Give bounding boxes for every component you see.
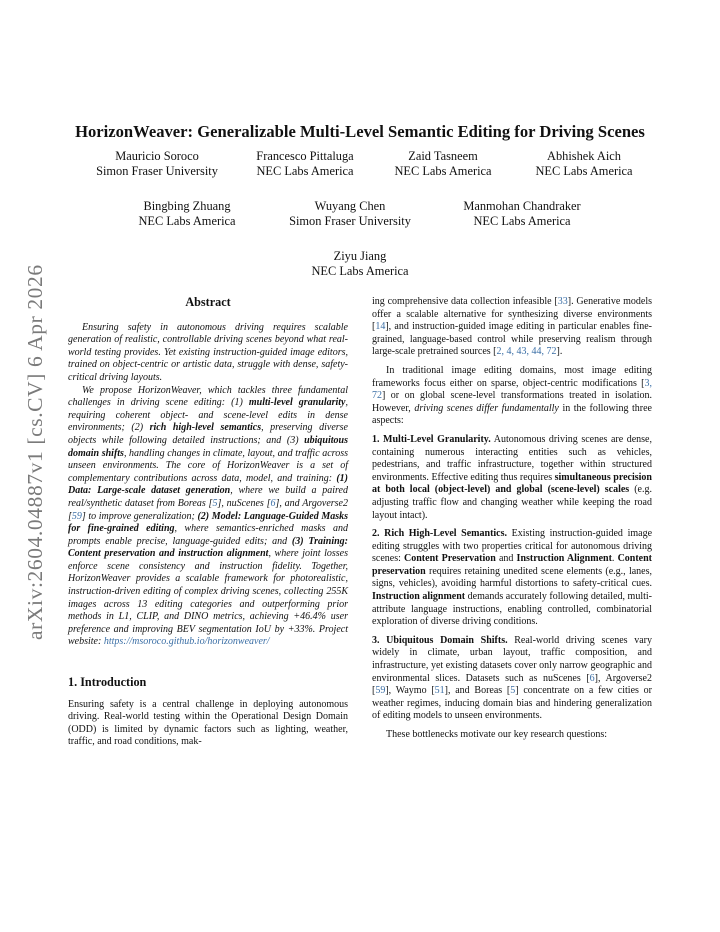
citation-link[interactable]: 51	[434, 685, 445, 697]
body-paragraph	[372, 296, 652, 359]
author-affiliation: Simon Fraser University	[96, 164, 218, 178]
citation-link[interactable]: 14	[375, 321, 386, 333]
author-name: Zaid Tasneem	[408, 149, 478, 163]
author-block	[127, 199, 247, 229]
citation-link[interactable]: 6	[270, 497, 276, 509]
author-block	[450, 199, 594, 229]
emphasis: rich high-level semantics	[149, 422, 262, 434]
text-run: (e.g. adjusting traffic flow and changing weather while keeping the road layout intact).	[372, 484, 652, 521]
text-run: ] to improve generalization;	[81, 510, 198, 522]
text-run: ], and instruction-guided image editing in particular enables fine-grained, language-based control while preserving realism through large-scale pretrained sources [	[372, 321, 652, 358]
abstract-heading: Abstract	[185, 295, 231, 309]
text-run: and	[495, 553, 517, 565]
text-run: ], and Boreas [	[444, 685, 511, 697]
text-run: , preserving diverse objects while following detailed instructions; and (3)	[68, 422, 348, 446]
citation-link[interactable]: 6	[589, 672, 595, 684]
text-run: , where semantics-enriched masks and prompts enable precise, language-guided edits; and	[68, 523, 349, 547]
text-run: , where joint losses enforce scene consistency and instruction fidelity. Together, HorizonWeaver provides a scalable framework for photorealistic, instruction-driven editing of complex driving scenes, collecting 255K images across 13 editing categories and outperforming prior methods in L1, CLIP, and DINO metrics, achieving +46.4% user preference and improving BEV segmentation IoU by +33%. Project website:	[68, 548, 348, 648]
left-column	[68, 296, 348, 749]
body-paragraph: These bottlenecks motivate our key research questions:	[386, 729, 608, 740]
text-run: demands accurately following detailed, multi-attribute language instructions, enabling controlled, combinatorial exploration of diverse driving conditions.	[372, 591, 653, 628]
text-run: ], and Argoverse2 [	[68, 497, 348, 522]
citation-link[interactable]: 5	[510, 685, 516, 697]
author-block	[525, 149, 643, 179]
author-name: Wuyang Chen	[314, 199, 386, 213]
author-name: Manmohan Chandraker	[463, 199, 581, 213]
text-run: , handling changes in climate, layout, and traffic across unseen environments. The core of HorizonWeaver is a set of complementary contributions across data, model, and training:	[68, 447, 348, 484]
citation-link[interactable]: 59	[375, 685, 386, 697]
author-affiliation: NEC Labs America	[311, 264, 409, 278]
emphasis: ubiquitous domain shifts	[68, 434, 348, 459]
right-column	[372, 296, 652, 748]
body-paragraph	[372, 434, 652, 522]
paper-title: HorizonWeaver: Generalizable Multi-Level Semantic Editing for Driving Scenes	[75, 122, 645, 141]
emphasis: (1) Data: Large-scale dataset generation	[68, 472, 348, 497]
emphasis: driving scenes differ fundamentally	[414, 402, 559, 414]
emphasis: simultaneous precision at both local (object-level) and global (scene-level) scales	[372, 471, 652, 496]
emphasis: Content Preservation	[404, 553, 496, 565]
citation-link[interactable]: 3, 72	[372, 377, 652, 402]
intro-paragraph: Ensuring safety is a central challenge in deploying autonomous driving. Real-world testing within the Operational Design Domain (ODD) is limited by dynamic factors such as lighting, weather, traffic, and road conditions, mak-	[68, 698, 348, 748]
citation-link[interactable]: 59	[71, 510, 82, 522]
abstract-paragraph: Ensuring safety in autonomous driving requires scalable generation of realistic, controllable driving scenes beyond what real-world testing provides. Yet existing instruction-guided image editors, trained on object-centric or artistic data, struggle with dense, safety-critical driving layouts.	[68, 321, 348, 383]
author-name: Bingbing Zhuang	[143, 199, 231, 213]
author-affiliation: NEC Labs America	[394, 164, 492, 178]
emphasis: (2) Model: Language-Guided Masks for fine-grained editing	[68, 510, 349, 535]
paragraph-heading: 1. Multi-Level Granularity.	[372, 433, 491, 445]
intro-body	[68, 699, 348, 749]
author-block	[277, 199, 423, 229]
abstract-body	[68, 322, 348, 649]
author-affiliation: NEC Labs America	[535, 164, 633, 178]
text-run: ].	[556, 346, 563, 358]
citation-link[interactable]: 5	[212, 497, 218, 509]
text-run: In traditional image editing domains, most image editing frameworks focus either on sparse, object-centric modifications [	[372, 364, 652, 389]
body-paragraph	[372, 365, 652, 428]
citation-link[interactable]: 33	[557, 296, 568, 307]
author-affiliation: NEC Labs America	[473, 214, 571, 228]
author-block	[82, 149, 232, 179]
emphasis: Instruction Alignment	[516, 553, 612, 565]
text-run: ], Argoverse2 [	[372, 672, 652, 697]
paragraph-heading: 2. Rich High-Level Semantics.	[372, 528, 508, 540]
text-run: , requiring coherent object- and scene-level edits in dense environments; (2)	[68, 397, 348, 434]
text-run: ], nuScenes [	[217, 497, 271, 509]
author-block	[290, 249, 430, 279]
text-run: ing comprehensive data collection infeasible [	[372, 296, 558, 307]
text-run: Existing instruction-guided image editing struggles with two properties critical for autonomous driving scenes:	[372, 528, 653, 565]
body-paragraph	[372, 635, 652, 723]
arxiv-identifier: arXiv:2604.04887v1 [cs.CV] 6 Apr 2026	[23, 264, 47, 640]
text-run: ] or on global scene-level transformations treated in isolation. However,	[372, 390, 652, 414]
author-name: Ziyu Jiang	[333, 249, 387, 263]
text-run: ], Waymo [	[385, 685, 435, 697]
section-heading: 1. Introduction	[68, 675, 147, 690]
text-run: in the following three aspects:	[372, 402, 652, 427]
author-name: Mauricio Soroco	[115, 149, 199, 163]
author-name: Francesco Pittaluga	[256, 149, 354, 163]
text-run: Real-world driving scenes vary widely in climate, urban layout, traffic composition, and infrastructure, yet existing datasets cover only narrow geographic and environmental slices. Datasets such as nuScenes [	[372, 634, 652, 684]
author-block	[245, 149, 365, 179]
text-run: ] concentrate on a few cities or weather regimes, inducing domain bias and hindering generalization of editing models to unseen environments.	[372, 685, 652, 722]
text-run: We propose HorizonWeaver, which tackles three fundamental challenges in driving scene editing: (1)	[68, 384, 348, 409]
body-paragraph	[372, 528, 652, 629]
text-run: .	[611, 553, 618, 565]
text-run: ]. Generative models offer a scalable alternative for synthesizing diverse environments [	[372, 296, 652, 333]
emphasis: multi-level granularity	[248, 397, 346, 409]
emphasis: (3) Training: Content preservation and instruction alignment	[68, 535, 348, 560]
paragraph-heading: 3. Ubiquitous Domain Shifts.	[372, 634, 508, 646]
text-run: Autonomous driving scenes are dense, containing numerous interacting entities such as vehicles, pedestrians, and traffic infrastructure, together within structured environments. Effective editing thus requires	[372, 433, 652, 483]
author-block	[385, 149, 501, 179]
emphasis: Content preservation	[372, 553, 653, 577]
author-affiliation: NEC Labs America	[256, 164, 354, 178]
text-run: , where we build a paired real/synthetic dataset from Boreas [	[68, 485, 348, 509]
author-name: Abhishek Aich	[547, 149, 621, 163]
text-run: requires retaining unedited scene elements (e.g., lanes, signs, vehicles), avoiding harmful distortions to safety-critical cues.	[372, 565, 652, 590]
author-affiliation: Simon Fraser University	[289, 214, 411, 228]
abstract-paragraph	[68, 385, 348, 649]
citation-link[interactable]: 2, 4, 43, 44, 72	[496, 346, 557, 358]
project-website-link[interactable]: https://msoroco.github.io/horizonweaver/	[103, 636, 270, 648]
author-affiliation: NEC Labs America	[138, 214, 236, 228]
emphasis: Instruction alignment	[372, 591, 466, 603]
